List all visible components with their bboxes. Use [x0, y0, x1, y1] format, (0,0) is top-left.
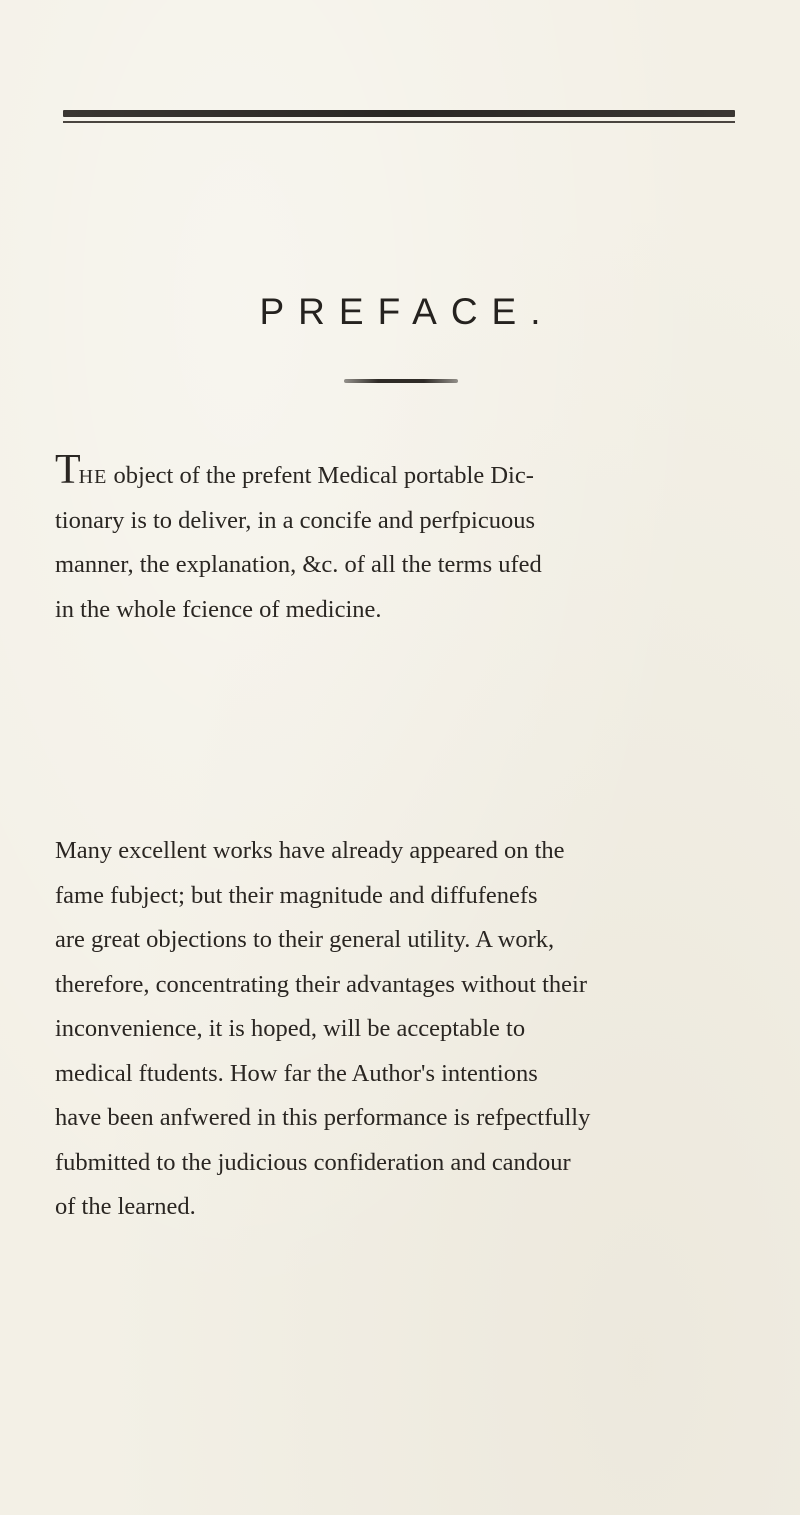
paragraph-line: manner, the explanation, &c. of all the terms ufed: [55, 551, 542, 578]
paragraph-line: fubmitted to the judicious confideration and candour: [55, 1148, 571, 1176]
title-divider-rule: [344, 379, 458, 383]
paragraph-line: have been anfwered in this performance is refpectfully: [55, 1104, 591, 1131]
paragraph-1: [55, 447, 745, 632]
paragraph-2: [55, 829, 745, 1230]
first-word-small-caps: HE: [78, 466, 108, 488]
top-rule-thin: [63, 121, 735, 123]
paragraph-line: tionary is to deliver, in a concife and perfpicuous: [55, 506, 536, 534]
paragraph-line: [55, 447, 745, 499]
paragraph-line: fame fubject; but their magnitude and diffufenefs: [55, 881, 538, 909]
first-line-rest: object of the prefent Medical portable Dic-: [107, 462, 534, 489]
page-title: PREFACE.: [259, 291, 555, 332]
paragraph-line: inconvenience, it is hoped, will be acceptable to: [55, 1015, 526, 1042]
top-rule-thick: [63, 110, 735, 117]
paragraph-line: Many excellent works have already appeared on the: [55, 837, 565, 864]
paragraph-line: are great objections to their general utility. A work,: [55, 926, 555, 953]
paragraph-line: medical ftudents. How far the Author's intentions: [55, 1059, 538, 1087]
drop-capital: T: [55, 447, 79, 493]
paragraph-line: of the learned.: [55, 1193, 196, 1220]
paragraph-line: therefore, concentrating their advantages without their: [55, 970, 587, 998]
paragraph-line: in the whole fcience of medicine.: [55, 595, 382, 623]
